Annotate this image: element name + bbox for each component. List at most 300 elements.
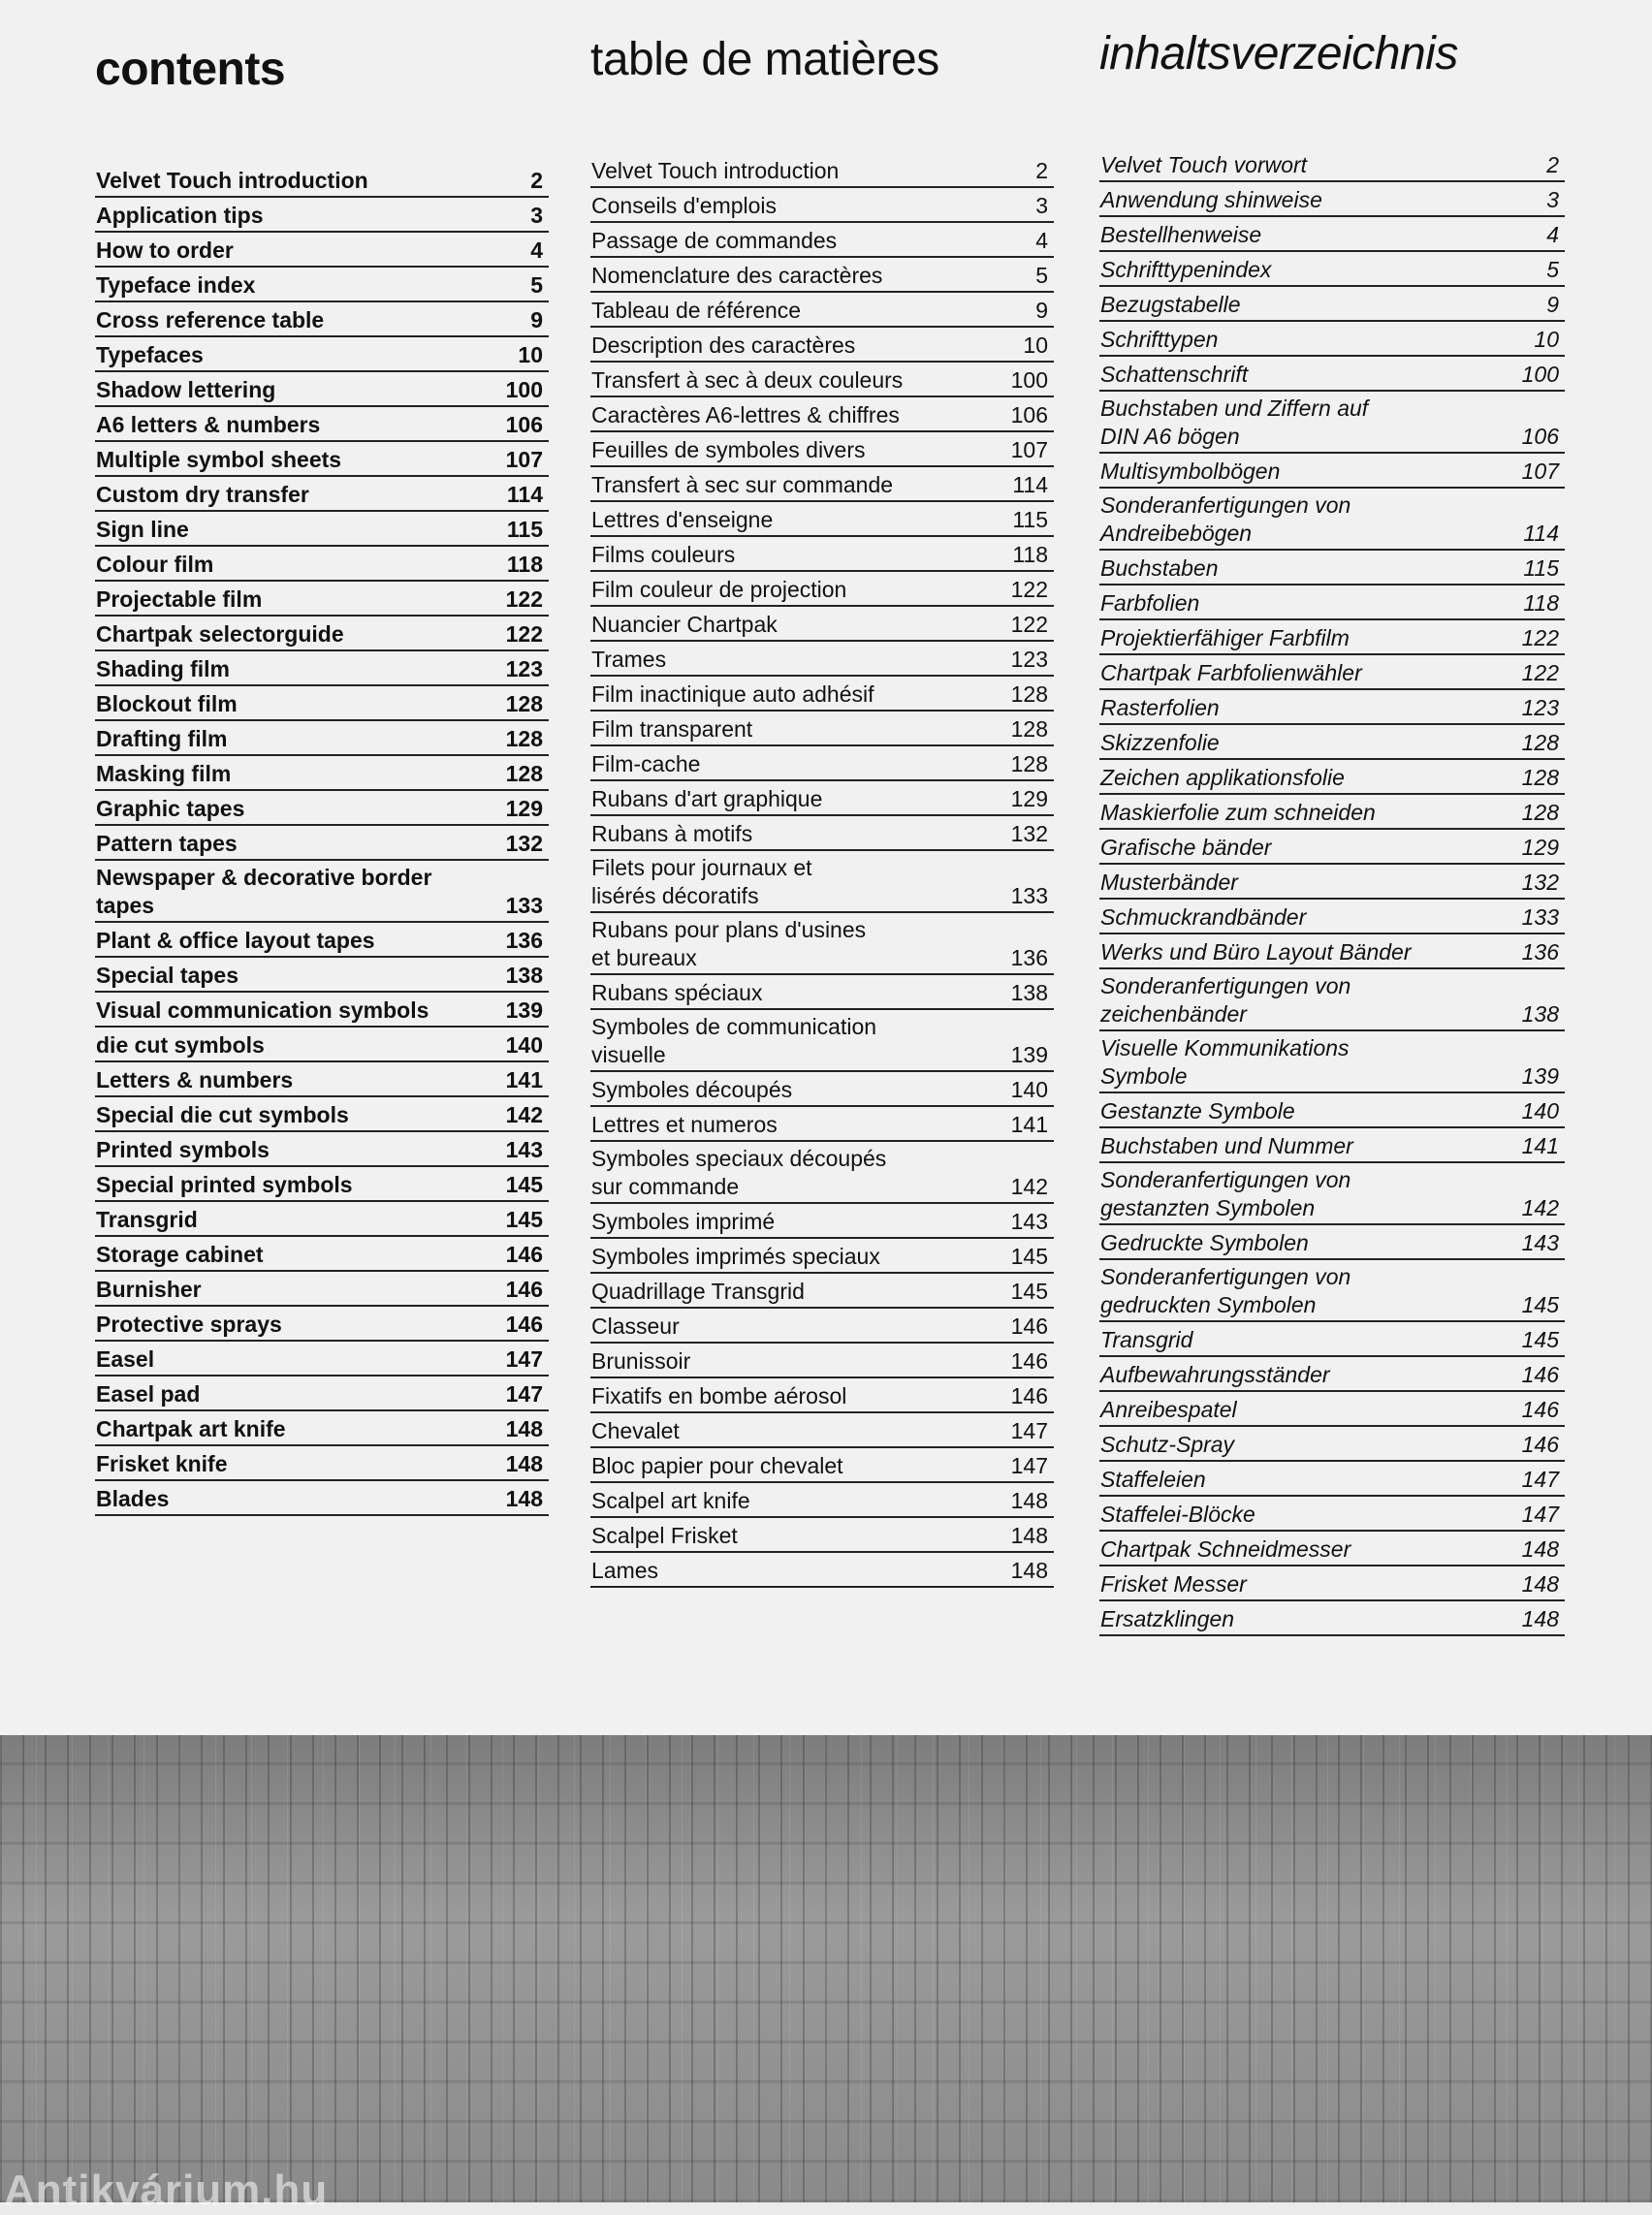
toc-entry (590, 913, 1054, 975)
toc-entry-page-number: 129 (1010, 786, 1048, 811)
german-heading: inhaltsverzeichnis (1099, 28, 1458, 79)
toc-entry-title: Rasterfolien (1100, 695, 1220, 720)
toc-entry-page-number: 123 (505, 656, 543, 681)
toc-entry (95, 1167, 549, 1202)
toc-entry-title: Symboles de communication visuelle (591, 1014, 877, 1067)
toc-entry-page-number: 129 (505, 796, 543, 821)
toc-entry-title: Application tips (96, 203, 264, 228)
toc-entry-title: Blockout film (96, 691, 238, 716)
toc-entry-page-number: 10 (1534, 327, 1559, 352)
toc-entry-page-number: 107 (1010, 437, 1048, 462)
toc-entry-title: Special tapes (96, 963, 239, 988)
toc-entry-title: Symboles imprimé (591, 1209, 776, 1234)
toc-entry-title: Farbfolien (1100, 590, 1200, 616)
toc-entry-title: Staffelei-Blöcke (1100, 1502, 1255, 1527)
toc-entry-page-number: 122 (1521, 625, 1559, 650)
toc-entry-page-number: 4 (1546, 222, 1559, 247)
toc-entry-title: Frisket knife (96, 1451, 228, 1476)
toc-entry (1099, 1392, 1565, 1427)
toc-entry-title: Rubans d'art graphique (591, 786, 823, 811)
toc-entry-page-number: 10 (1023, 332, 1048, 358)
toc-entry-title: Masking film (96, 761, 232, 786)
toc-entry-page-number: 122 (1521, 660, 1559, 685)
toc-entry-title: Schrifttypen (1100, 327, 1219, 352)
toc-entry (1099, 252, 1565, 287)
toc-entry-title: Drafting film (96, 726, 228, 751)
toc-entry (590, 258, 1054, 293)
toc-entry (1099, 182, 1565, 217)
toc-entry (95, 1446, 549, 1481)
toc-entry (95, 617, 549, 651)
toc-entry-page-number: 10 (518, 342, 543, 367)
toc-entry-page-number: 122 (505, 586, 543, 612)
toc-entry-page-number: 146 (1521, 1397, 1559, 1422)
toc-entry (1099, 392, 1565, 454)
toc-entry (1099, 969, 1565, 1031)
toc-entry (1099, 551, 1565, 585)
toc-entry-title: Description des caractères (591, 332, 856, 358)
toc-entry-page-number: 122 (1010, 612, 1048, 637)
toc-entry-title: Letters & numbers (96, 1067, 294, 1092)
english-entries (95, 163, 549, 1516)
toc-entry-title: Gedruckte Symbolen (1100, 1230, 1309, 1255)
toc-entry (95, 861, 549, 923)
toc-entry-page-number: 2 (1546, 152, 1559, 177)
toc-entry (590, 975, 1054, 1010)
toc-entry-title: Custom dry transfer (96, 482, 309, 507)
toc-entry (1099, 585, 1565, 620)
toc-entry-title: Colour film (96, 552, 214, 577)
toc-entry (590, 677, 1054, 712)
toc-entry-page-number: 133 (1521, 904, 1559, 930)
toc-entry-title: Nomenclature des caractères (591, 263, 883, 288)
toc-entry (1099, 1128, 1565, 1163)
toc-entry (95, 268, 549, 302)
toc-entry-title: Typefaces (96, 342, 204, 367)
toc-entry-page-number: 148 (1010, 1558, 1048, 1583)
toc-entry-page-number: 136 (505, 928, 543, 953)
toc-entry-title: Film transparent (591, 716, 753, 742)
toc-entry-page-number: 146 (505, 1242, 543, 1267)
toc-entry-page-number: 123 (1521, 695, 1559, 720)
toc-entry-page-number: 132 (505, 831, 543, 856)
toc-entry (590, 1378, 1054, 1413)
toc-entry-title: Quadrillage Transgrid (591, 1279, 805, 1304)
toc-entry-page-number: 143 (1010, 1209, 1048, 1234)
toc-entry-title: Bloc papier pour chevalet (591, 1453, 843, 1478)
toc-entry-title: Tableau de référence (591, 298, 802, 323)
toc-entry (95, 302, 549, 337)
toc-entry-title: Frisket Messer (1100, 1571, 1247, 1597)
toc-entry (1099, 1357, 1565, 1392)
toc-entry (1099, 1163, 1565, 1225)
toc-entry-page-number: 115 (506, 517, 543, 542)
toc-entry (95, 1481, 549, 1516)
toc-entry-title: Projectable film (96, 586, 263, 612)
toc-entry-page-number: 107 (1521, 459, 1559, 484)
toc-entry-page-number: 142 (505, 1102, 543, 1127)
toc-entry-page-number: 128 (505, 761, 543, 786)
toc-entry-title: Buchstaben und Ziffern auf DIN A6 bögen (1100, 396, 1369, 449)
toc-entry (590, 397, 1054, 432)
toc-entry (95, 993, 549, 1028)
toc-entry (95, 233, 549, 268)
toc-entry-title: Bezugstabelle (1100, 292, 1241, 317)
wood-table-surface (0, 1735, 1652, 2202)
toc-entry-page-number: 145 (1521, 1327, 1559, 1352)
toc-entry-page-number: 145 (1521, 1292, 1559, 1317)
toc-entry (590, 1239, 1054, 1274)
toc-entry-title: Films couleurs (591, 542, 736, 567)
toc-entry-title: Passage de commandes (591, 228, 838, 253)
toc-entry-title: Multiple symbol sheets (96, 447, 342, 472)
toc-entry-title: Symboles imprimés speciaux (591, 1244, 880, 1269)
toc-entry-page-number: 118 (1012, 542, 1048, 567)
toc-entry (590, 746, 1054, 781)
toc-entry-page-number: 147 (505, 1381, 543, 1407)
toc-entry-page-number: 128 (1521, 765, 1559, 790)
toc-entry-page-number: 4 (530, 237, 543, 263)
toc-entry-page-number: 106 (1521, 424, 1559, 449)
toc-entry-page-number: 118 (506, 552, 543, 577)
toc-entry-page-number: 100 (1010, 367, 1048, 393)
toc-entry (1099, 795, 1565, 830)
toc-entry-page-number: 2 (530, 168, 543, 193)
toc-entry (95, 721, 549, 756)
toc-entry (95, 651, 549, 686)
toc-entry-title: Graphic tapes (96, 796, 245, 821)
toc-entry-title: Lames (591, 1558, 659, 1583)
toc-entry-title: Blades (96, 1486, 170, 1511)
toc-entry-page-number: 146 (1521, 1362, 1559, 1387)
toc-entry-page-number: 139 (505, 997, 543, 1023)
toc-entry-title: Cross reference table (96, 307, 325, 332)
toc-entry-page-number: 148 (505, 1451, 543, 1476)
toc-entry (590, 851, 1054, 913)
toc-entry (590, 293, 1054, 328)
toc-entry-title: Sign line (96, 517, 189, 542)
toc-entry-title: Classeur (591, 1313, 680, 1339)
toc-entry (1099, 322, 1565, 357)
toc-entry (1099, 1601, 1565, 1636)
toc-entry (95, 1237, 549, 1272)
toc-entry (590, 1142, 1054, 1204)
toc-entry (590, 781, 1054, 816)
toc-entry-page-number: 5 (1035, 263, 1048, 288)
toc-entry-title: Brunissoir (591, 1348, 691, 1374)
toc-entry (590, 432, 1054, 467)
toc-entry-title: Schutz-Spray (1100, 1432, 1235, 1457)
toc-entry (590, 1309, 1054, 1344)
toc-entry (95, 686, 549, 721)
toc-entry-page-number: 128 (505, 691, 543, 716)
french-entries (590, 153, 1054, 1588)
toc-entry-title: Rubans pour plans d'usines et bureaux (591, 917, 867, 970)
toc-entry-title: Nuancier Chartpak (591, 612, 778, 637)
toc-entry-page-number: 3 (1546, 187, 1559, 212)
toc-entry (590, 1204, 1054, 1239)
toc-entry-title: Gestanzte Symbole (1100, 1098, 1295, 1123)
toc-entry (590, 642, 1054, 677)
toc-entry-page-number: 142 (1010, 1174, 1048, 1199)
toc-entry-page-number: 132 (1521, 870, 1559, 895)
toc-entry-page-number: 138 (505, 963, 543, 988)
toc-entry-page-number: 128 (1521, 730, 1559, 755)
toc-entry-page-number: 146 (1010, 1313, 1048, 1339)
toc-entry-title: Visual communication symbols (96, 997, 429, 1023)
toc-entry-page-number: 118 (1523, 590, 1559, 616)
toc-entry-page-number: 106 (1010, 402, 1048, 427)
toc-entry (590, 153, 1054, 188)
watermark-text: Antikvárium.hu (4, 2167, 329, 2214)
toc-entry-title: Lettres d'enseigne (591, 507, 774, 532)
toc-entry-page-number: 148 (505, 1416, 543, 1441)
toc-entry-title: Sonderanfertigungen von zeichenbänder (1100, 973, 1351, 1027)
toc-entry (95, 477, 549, 512)
toc-entry-title: A6 letters & numbers (96, 412, 321, 437)
toc-entry-page-number: 133 (1010, 883, 1048, 908)
toc-entry-page-number: 3 (530, 203, 543, 228)
toc-entry (1099, 725, 1565, 760)
toc-entry-title: Werks und Büro Layout Bänder (1100, 939, 1412, 965)
toc-entry-page-number: 128 (1010, 751, 1048, 776)
toc-entry-page-number: 145 (1010, 1279, 1048, 1304)
toc-entry-title: Velvet Touch introduction (591, 158, 840, 183)
toc-entry-title: Symboles speciaux découpés sur commande (591, 1146, 887, 1199)
toc-entry-page-number: 148 (1521, 1536, 1559, 1562)
toc-entry-page-number: 128 (1010, 716, 1048, 742)
toc-entry (590, 1072, 1054, 1107)
toc-entry (95, 1062, 549, 1097)
toc-entry (95, 512, 549, 547)
toc-entry-page-number: 139 (1521, 1063, 1559, 1089)
toc-entry (95, 826, 549, 861)
toc-entry-page-number: 132 (1010, 821, 1048, 846)
toc-entry-page-number: 133 (505, 893, 543, 918)
toc-entry-page-number: 139 (1010, 1042, 1048, 1067)
toc-entry-page-number: 147 (505, 1346, 543, 1372)
toc-entry-page-number: 106 (505, 412, 543, 437)
toc-entry-page-number: 100 (1521, 362, 1559, 387)
toc-entry-title: Sonderanfertigungen von gestanzten Symbolen (1100, 1167, 1351, 1220)
toc-entry-title: Projektierfähiger Farbfilm (1100, 625, 1350, 650)
toc-entry (590, 1107, 1054, 1142)
toc-entry (1099, 454, 1565, 489)
toc-entry-page-number: 9 (1035, 298, 1048, 323)
toc-entry (95, 1411, 549, 1446)
toc-entry (590, 607, 1054, 642)
german-entries (1099, 147, 1565, 1636)
toc-entry (590, 572, 1054, 607)
toc-entry (590, 467, 1054, 502)
toc-entry (95, 791, 549, 826)
toc-entry-title: Staffeleien (1100, 1467, 1206, 1492)
toc-entry (590, 712, 1054, 746)
toc-entry-page-number: 141 (1010, 1112, 1048, 1137)
toc-entry (1099, 1532, 1565, 1566)
toc-entry (1099, 217, 1565, 252)
toc-entry-page-number: 136 (1010, 945, 1048, 970)
toc-entry-page-number: 147 (1010, 1453, 1048, 1478)
toc-entry (1099, 357, 1565, 392)
toc-entry (590, 223, 1054, 258)
toc-entry-page-number: 148 (1521, 1606, 1559, 1631)
toc-entry (590, 1483, 1054, 1518)
toc-entry-page-number: 141 (505, 1067, 543, 1092)
toc-entry-page-number: 140 (1010, 1077, 1048, 1102)
toc-entry-page-number: 4 (1035, 228, 1048, 253)
toc-entry (1099, 655, 1565, 690)
toc-entry-title: Fixatifs en bombe aérosol (591, 1383, 847, 1408)
toc-entry-page-number: 148 (1010, 1488, 1048, 1513)
toc-entry (590, 1553, 1054, 1588)
toc-entry-title: Schrifttypenindex (1100, 257, 1272, 282)
toc-entry-page-number: 143 (505, 1137, 543, 1162)
toc-entry-title: Protective sprays (96, 1312, 282, 1337)
toc-entry-page-number: 145 (505, 1172, 543, 1197)
toc-entry-page-number: 148 (505, 1486, 543, 1511)
toc-entry-title: Burnisher (96, 1277, 202, 1302)
toc-entry (590, 363, 1054, 397)
toc-entry-title: Maskierfolie zum schneiden (1100, 800, 1376, 825)
toc-entry-page-number: 147 (1010, 1418, 1048, 1443)
toc-entry-title: Lettres et numeros (591, 1112, 778, 1137)
toc-entry-title: Film-cache (591, 751, 701, 776)
toc-entry-title: Trames (591, 647, 667, 672)
toc-entry (1099, 1093, 1565, 1128)
toc-entry (1099, 287, 1565, 322)
toc-entry-page-number: 138 (1521, 1001, 1559, 1027)
toc-entry-title: Bestellhenweise (1100, 222, 1262, 247)
toc-entry-title: Chartpak selectorguide (96, 621, 344, 647)
toc-entry (95, 582, 549, 617)
toc-entry-page-number: 9 (530, 307, 543, 332)
toc-entry-page-number: 145 (505, 1207, 543, 1232)
toc-entry-page-number: 146 (1010, 1383, 1048, 1408)
toc-entry-title: Velvet Touch vorwort (1100, 152, 1308, 177)
toc-entry-page-number: 142 (1521, 1195, 1559, 1220)
toc-entry (1099, 1497, 1565, 1532)
toc-entry-page-number: 128 (1010, 681, 1048, 707)
toc-entry (95, 1097, 549, 1132)
toc-entry-page-number: 140 (1521, 1098, 1559, 1123)
toc-entry (95, 198, 549, 233)
toc-entry-page-number: 107 (505, 447, 543, 472)
toc-entry-title: Sonderanfertigungen von Andreibebögen (1100, 492, 1351, 546)
toc-entry-title: Caractères A6-lettres & chiffres (591, 402, 900, 427)
toc-entry (1099, 1566, 1565, 1601)
toc-entry (1099, 1225, 1565, 1260)
toc-entry (590, 1413, 1054, 1448)
toc-entry (590, 188, 1054, 223)
toc-entry (1099, 900, 1565, 934)
toc-entry-page-number: 114 (506, 482, 543, 507)
toc-entry (95, 163, 549, 198)
toc-entry (1099, 1322, 1565, 1357)
toc-entry-title: Transfert à sec à deux couleurs (591, 367, 904, 393)
toc-entry (590, 1274, 1054, 1309)
toc-entry-page-number: 115 (1012, 507, 1048, 532)
toc-entry-page-number: 146 (505, 1312, 543, 1337)
toc-entry-title: Ersatzklingen (1100, 1606, 1235, 1631)
toc-entry (1099, 1462, 1565, 1497)
toc-entry-title: Printed symbols (96, 1137, 270, 1162)
toc-entry-title: Multisymbolbögen (1100, 459, 1281, 484)
toc-entry (590, 1518, 1054, 1553)
toc-entry-title: Pattern tapes (96, 831, 238, 856)
toc-entry-title: Chartpak art knife (96, 1416, 286, 1441)
toc-entry (95, 337, 549, 372)
toc-entry (95, 756, 549, 791)
toc-entry-page-number: 145 (1010, 1244, 1048, 1269)
toc-entry-page-number: 143 (1521, 1230, 1559, 1255)
toc-entry-page-number: 5 (530, 272, 543, 298)
toc-entry (1099, 934, 1565, 969)
toc-entry-page-number: 3 (1035, 193, 1048, 218)
toc-entry (590, 1010, 1054, 1072)
toc-entry (95, 958, 549, 993)
french-heading: table de matières (590, 34, 939, 85)
toc-entry (95, 1376, 549, 1411)
toc-entry-title: Zeichen applikationsfolie (1100, 765, 1345, 790)
toc-entry-title: Film inactinique auto adhésif (591, 681, 874, 707)
toc-entry-page-number: 136 (1521, 939, 1559, 965)
toc-entry (590, 328, 1054, 363)
toc-entry-page-number: 141 (1521, 1133, 1559, 1158)
toc-entry-title: Shadow lettering (96, 377, 276, 402)
toc-entry (1099, 690, 1565, 725)
toc-entry-title: Easel (96, 1346, 155, 1372)
toc-entry-title: Chartpak Schneidmesser (1100, 1536, 1351, 1562)
toc-entry (1099, 1427, 1565, 1462)
toc-entry-page-number: 5 (1546, 257, 1559, 282)
toc-entry-title: Easel pad (96, 1381, 201, 1407)
toc-entry-page-number: 138 (1010, 980, 1048, 1005)
toc-entry (95, 372, 549, 407)
toc-entry-title: Aufbewahrungsständer (1100, 1362, 1330, 1387)
toc-entry-title: Shading film (96, 656, 230, 681)
toc-entry-page-number: 100 (505, 377, 543, 402)
toc-entry (590, 1448, 1054, 1483)
toc-entry-title: Velvet Touch introduction (96, 168, 368, 193)
toc-entry-page-number: 147 (1521, 1467, 1559, 1492)
toc-entry (1099, 147, 1565, 182)
toc-entry (590, 816, 1054, 851)
toc-entry-page-number: 146 (1010, 1348, 1048, 1374)
toc-entry-page-number: 122 (1010, 577, 1048, 602)
toc-entry (95, 442, 549, 477)
toc-entry-title: Buchstaben und Nummer (1100, 1133, 1353, 1158)
toc-entry-title: Transgrid (96, 1207, 198, 1232)
toc-entry (1099, 865, 1565, 900)
toc-entry-page-number: 140 (505, 1032, 543, 1058)
toc-entry (95, 1132, 549, 1167)
toc-entry-title: Plant & office layout tapes (96, 928, 375, 953)
english-heading: contents (95, 44, 286, 95)
toc-entry-title: Feuilles de symboles divers (591, 437, 866, 462)
toc-entry-page-number: 115 (1523, 555, 1559, 581)
toc-entry-page-number: 114 (1012, 472, 1048, 497)
toc-entry (590, 537, 1054, 572)
toc-entry (1099, 760, 1565, 795)
toc-entry-title: die cut symbols (96, 1032, 265, 1058)
toc-entry-title: Scalpel Frisket (591, 1523, 738, 1548)
toc-entry-page-number: 2 (1035, 158, 1048, 183)
toc-entry-title: Rubans à motifs (591, 821, 753, 846)
toc-entry-title: Symboles découpés (591, 1077, 793, 1102)
toc-entry (1099, 489, 1565, 551)
toc-entry-title: How to order (96, 237, 234, 263)
